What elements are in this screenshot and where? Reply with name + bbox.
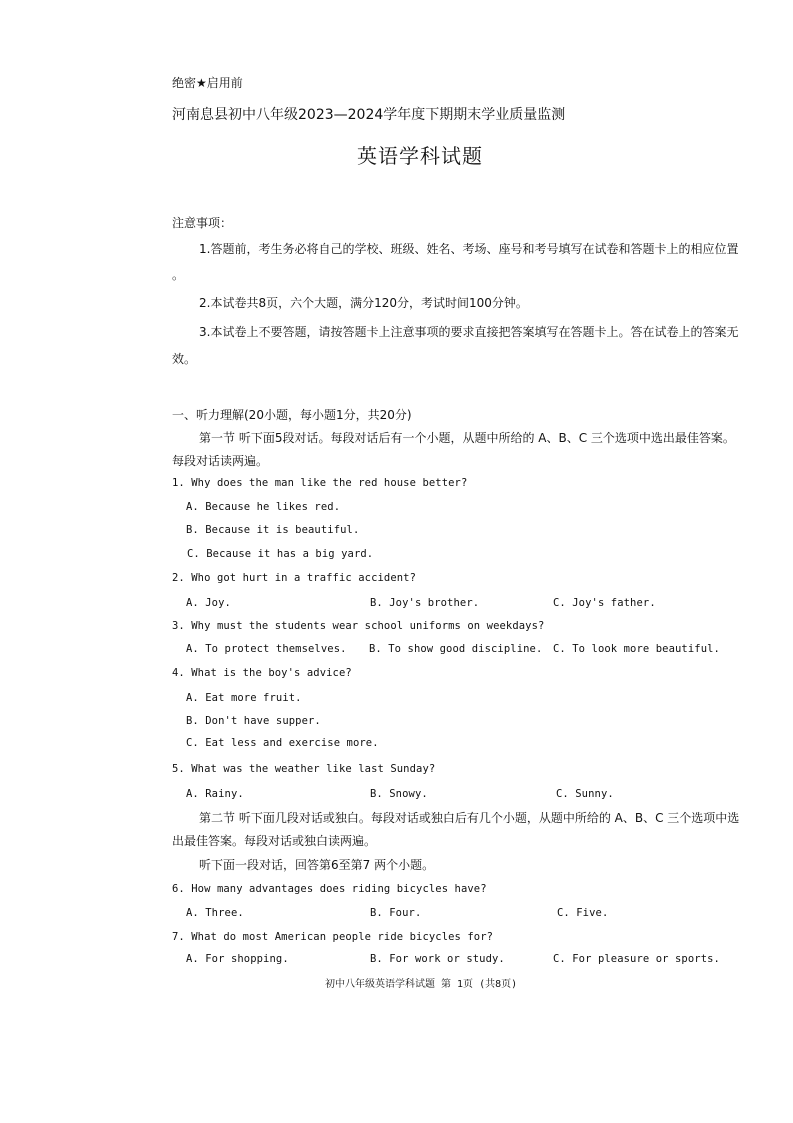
part2-note: 听下面一段对话，回答第6至第7 两个小题。 bbox=[199, 858, 435, 872]
question-7-option-c: C. For pleasure or sports. bbox=[553, 953, 720, 965]
note-item-1-cont: 。 bbox=[172, 268, 185, 282]
question-7-option-a: A. For shopping. bbox=[186, 953, 289, 965]
question-2-option-a: A. Joy. bbox=[186, 597, 231, 609]
question-4-option-c: C. Eat less and exercise more. bbox=[186, 737, 379, 749]
section-heading: 一、听力理解(20小题，每小题1分，共20分) bbox=[172, 408, 412, 422]
note-item-3: 3.本试卷上不要答题，请按答题卡上注意事项的要求直接把答案填写在答题卡上。答在试卷上的答案无 bbox=[199, 325, 739, 339]
question-5-option-c: C. Sunny. bbox=[556, 788, 614, 800]
question-3-option-b: B. To show good discipline. bbox=[369, 643, 543, 655]
question-6-stem: 6. How many advantages does riding bicycles have? bbox=[172, 883, 487, 895]
question-7-stem: 7. What do most American people ride bicycles for? bbox=[172, 931, 494, 943]
question-1-option-c: C. Because it has a big yard. bbox=[187, 548, 374, 560]
question-1-stem: 1. Why does the man like the red house better? bbox=[172, 477, 468, 489]
part2-instruction: 第二节 听下面几段对话或独白。每段对话或独白后有几个小题，从题中所给的 A、B、C 三个选项中选 bbox=[199, 811, 740, 825]
question-3-option-a: A. To protect themselves. bbox=[186, 643, 347, 655]
question-4-stem: 4. What is the boy's advice? bbox=[172, 667, 352, 679]
part1-instruction-cont: 每段对话读两遍。 bbox=[172, 454, 269, 468]
notes-heading: 注意事项： bbox=[172, 216, 233, 230]
question-5-option-b: B. Snowy. bbox=[370, 788, 428, 800]
question-2-option-c: C. Joy's father. bbox=[553, 597, 656, 609]
part2-instruction-cont: 出最佳答案。每段对话或独白读两遍。 bbox=[172, 834, 377, 848]
question-1-option-b: B. Because it is beautiful. bbox=[186, 524, 360, 536]
question-5-stem: 5. What was the weather like last Sunday? bbox=[172, 763, 436, 775]
question-5-option-a: A. Rainy. bbox=[186, 788, 244, 800]
question-3-option-c: C. To look more beautiful. bbox=[553, 643, 720, 655]
exam-name: 河南息县初中八年级2023—2024学年度下期期末学业质量监测 bbox=[172, 107, 566, 123]
note-item-2: 2.本试卷共8页，六个大题，满分120分，考试时间100分钟。 bbox=[199, 296, 528, 310]
question-2-option-b: B. Joy's brother. bbox=[370, 597, 480, 609]
part1-instruction: 第一节 听下面5段对话。每段对话后有一个小题，从题中所给的 A、B、C 三个选项中选出最佳答案。 bbox=[199, 431, 735, 445]
question-3-stem: 3. Why must the students wear school uniforms on weekdays? bbox=[172, 620, 545, 632]
question-7-option-b: B. For work or study. bbox=[370, 953, 505, 965]
page-footer: 初中八年级英语学科试题 第 1页 (共8页) bbox=[325, 979, 518, 990]
question-2-stem: 2. Who got hurt in a traffic accident? bbox=[172, 572, 417, 584]
question-6-option-b: B. Four. bbox=[370, 907, 422, 919]
question-4-option-a: A. Eat more fruit. bbox=[186, 692, 302, 704]
question-1-option-a: A. Because he likes red. bbox=[186, 501, 341, 513]
page-title: 英语学科试题 bbox=[357, 144, 483, 168]
question-6-option-a: A. Three. bbox=[186, 907, 244, 919]
secret-mark: 绝密★启用前 bbox=[172, 76, 243, 90]
note-item-1: 1.答题前，考生务必将自己的学校、班级、姓名、考场、座号和考号填写在试卷和答题卡上的相应位置 bbox=[199, 242, 739, 256]
question-4-option-b: B. Don't have supper. bbox=[186, 715, 321, 727]
question-6-option-c: C. Five. bbox=[557, 907, 609, 919]
note-item-3-cont: 效。 bbox=[172, 352, 197, 366]
